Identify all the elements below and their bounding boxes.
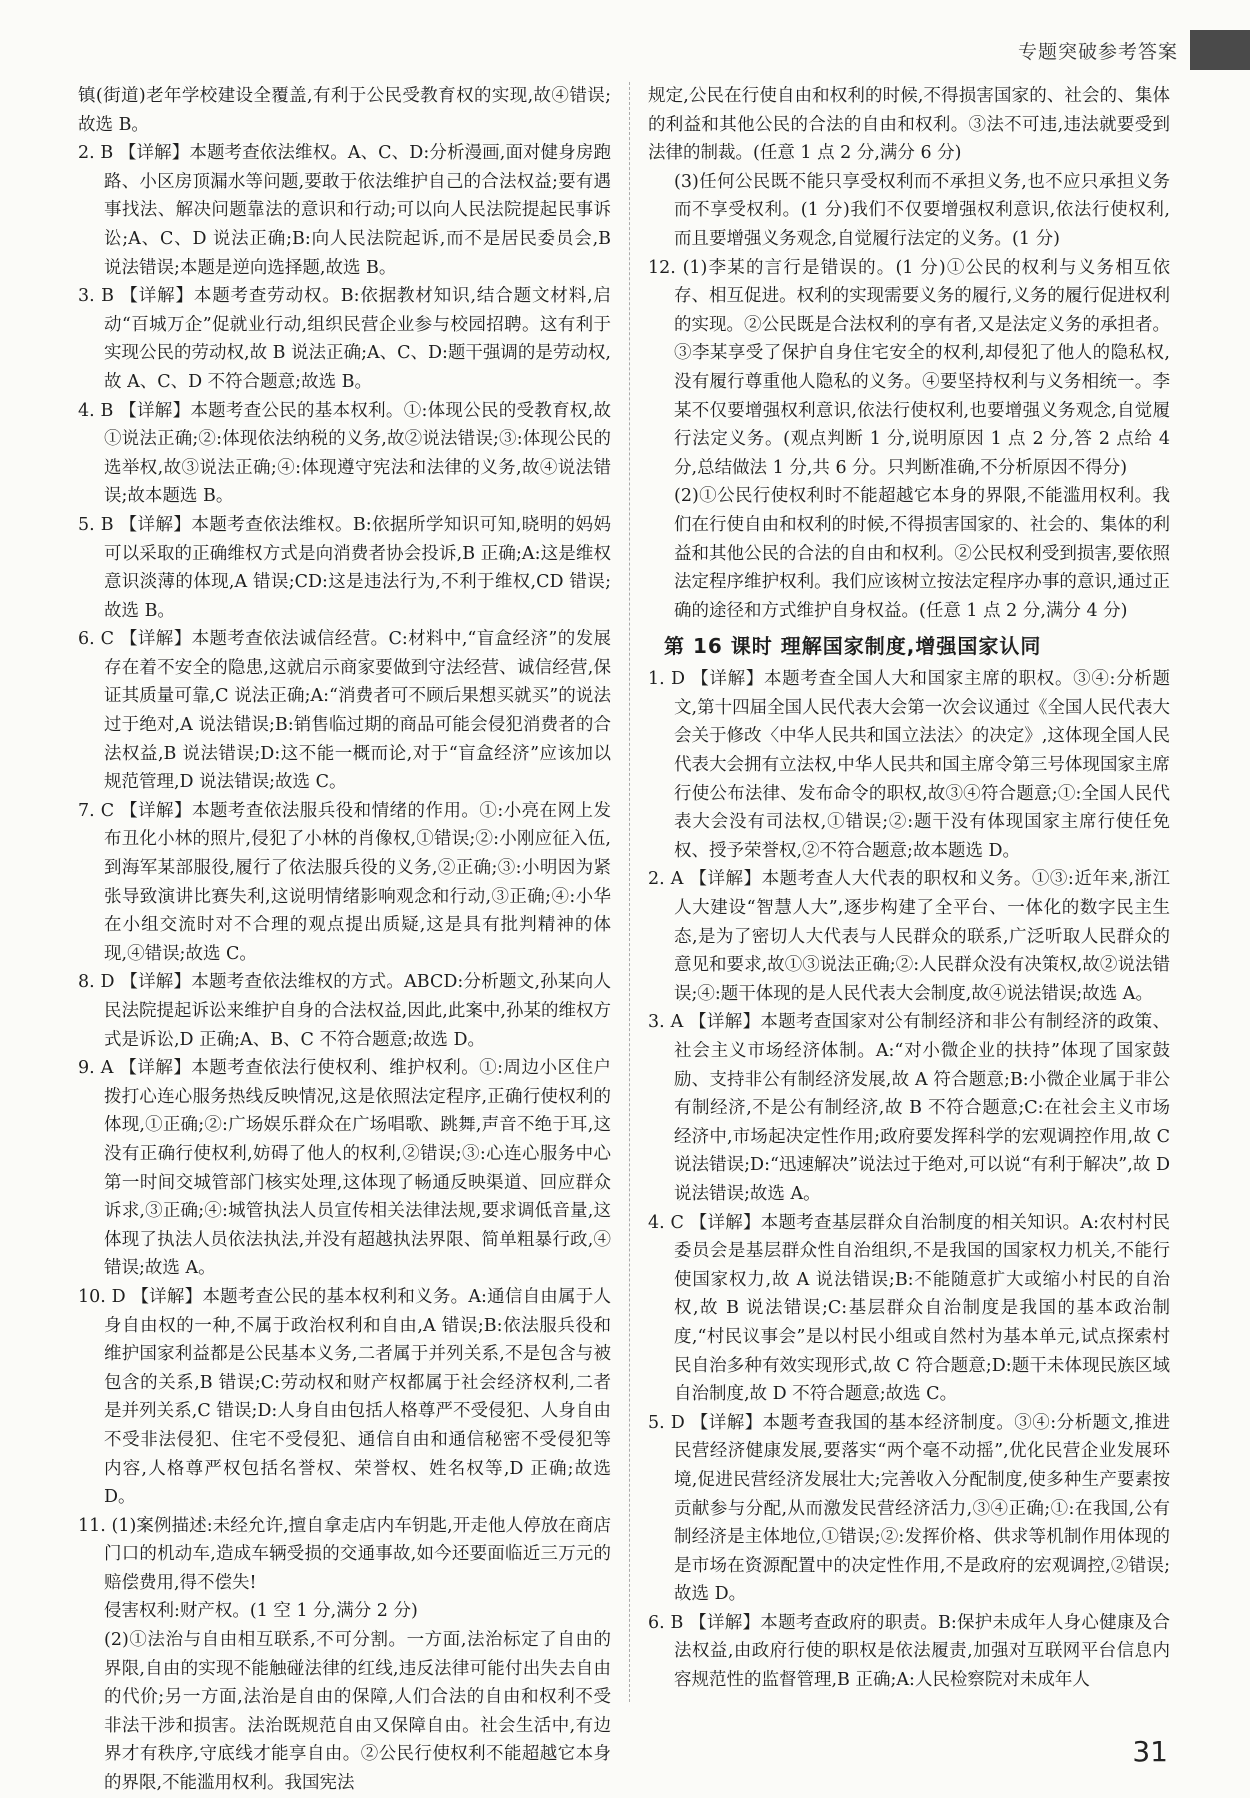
- answer-paragraph: 12. (1)李某的言行是错误的。(1 分)①公民的权利与义务相互依存、相互促进。权利的实现需要义务的履行,义务的履行促进权利的实现。②公民既是合法权利的享有者,又是法定义务的承担者。③李某享受了保护自身住宅安全的权利,却侵犯了他人的隐私权,没有履行尊重他人隐私的义务。④要坚持权利与义务相统一。李某不仅要增强权利意识,依法行使权利,也要增强义务观念,自觉履行法定义务。(观点判断 1 分,说明原因 1 点 2 分,答 2 点给 4 分,总结做法 1 分,共 6 分。只判断准确,不分析原因不得分): [648, 257, 1170, 478]
- answer-paragraph: 7. C 【详解】本题考查依法服兵役和情绪的作用。①:小亮在网上发布丑化小林的照片,侵犯了小林的肖像权,①错误;②:小刚应征入伍,到海军某部服役,履行了依法服兵役的义务,②正确;③:小明因为紧张导致演讲比赛失利,这说明情绪影响观念和行动,③正确;④:小华在小组交流时对不合理的观点提出质疑,这是具有批判精神的体现,④错误;故选 C。: [78, 800, 611, 964]
- answer-paragraph: 镇(街道)老年学校建设全覆盖,有利于公民受教育权的实现,故④错误;故选 B。: [78, 86, 611, 135]
- answer-paragraph: 1. D 【详解】本题考查全国人大和国家主席的职权。③④:分析题文,第十四届全国人民代表大会第一次会议通过《全国人民代表大会关于修改〈中华人民共和国立法法〉的决定》,这体现全国人民代表大会拥有立法权,中华人民共和国主席令第三号体现国家主席行使公布法律、发布命令的职权,故③④符合题意;①:全国人民代表大会没有司法权,①错误;②:题干没有体现国家主席行使任免权、授予荣誉权,②不符合题意;故本题选 D。: [648, 669, 1170, 861]
- left-column: [78, 82, 611, 1798]
- answer-paragraph: (2)①公民行使权利时不能超越它本身的界限,不能滥用权利。我们在行使自由和权利的时候,不得损害国家的、社会的、集体的利益和其他公民的合法的自由和权利。②公民权利受到损害,要依照法定程序维护权利。我们应该树立按法定程序办事的意识,通过正确的途径和方式维护自身权益。(任意 1 点 2 分,满分 4 分): [674, 486, 1170, 621]
- answer-paragraph: 11. (1)案例描述:未经允许,擅自拿走店内车钥匙,开走他人停放在商店门口的机动车,造成车辆受损的交通事故,如今还要面临近三万元的赔偿费用,得不偿失!: [78, 1515, 611, 1593]
- answer-paragraph: 8. D 【详解】本题考查依法维权的方式。ABCD:分析题文,孙某向人民法院提起诉讼来维护自身的合法权益,因此,此案中,孙某的维权方式是诉讼,D 正确;A、B、C 不符合题意;故选 D。: [78, 972, 611, 1050]
- section-heading: 第 16 课时 理解国家制度,增强国家认同: [664, 634, 1042, 659]
- answer-paragraph: 4. C 【详解】本题考查基层群众自治制度的相关知识。A:农村村民委员会是基层群众性自治组织,不是我国的国家权力机关,不能行使国家权力,故 A 说法错误;B:不能随意扩大或缩小村民的自治权,故 B 说法错误;C:基层群众自治制度是我国的基本政治制度,“村民议事会”是以村民小组或自然村为基本单元,试点探索村民自治多种有效实现形式,故 C 符合题意;D:题干未体现民族区域自治制度,故 D 不符合题意;故选 C。: [648, 1212, 1170, 1405]
- answer-paragraph: 4. B 【详解】本题考查公民的基本权利。①:体现公民的受教育权,故①说法正确;②:体现依法纳税的义务,故②说法错误;③:体现公民的选举权,故③说法正确;④:体现遵守宪法和法律的义务,故④说法错误;故本题选 B。: [78, 400, 611, 507]
- right-column: [648, 82, 1170, 1695]
- answer-paragraph: 3. A 【详解】本题考查国家对公有制经济和非公有制经济的政策、社会主义市场经济体制。A:“对小微企业的扶持”体现了国家鼓励、支持非公有制经济发展,故 A 符合题意;B:小微企业属于非公有制经济,不是公有制经济,故 B 不符合题意;C:在社会主义市场经济中,市场起决定性作用;政府要发挥科学的宏观调控作用,故 C 说法错误;D:“迅速解决”说法过于绝对,可以说“有利于解决”,故 D 说法错误;故选 A。: [648, 1012, 1170, 1204]
- answer-paragraph: 侵害权利:财产权。(1 空 1 分,满分 2 分): [104, 1601, 418, 1622]
- answer-paragraph: 5. B 【详解】本题考查依法维权。B:依据所学知识可知,晓明的妈妈可以采取的正确维权方式是向消费者协会投诉,B 正确;A:这是维权意识淡薄的体现,A 错误;CD:这是违法行为,不利于维权,CD 错误;故选 B。: [78, 514, 611, 621]
- answer-paragraph: 6. C 【详解】本题考查依法诚信经营。C:材料中,“盲盒经济”的发展存在着不安全的隐患,这就启示商家要做到守法经营、诚信经营,保证其质量可靠,C 说法正确;A:“消费者可不顾后果想买就买”的说法过于绝对,A 说法错误;B:销售临过期的商品可能会侵犯消费者的合法权益,B 说法错误;D:这不能一概而论,对于“盲盒经济”应该加以规范管理,D 说法错误;故选 C。: [78, 629, 611, 793]
- column-divider: [629, 82, 630, 1702]
- answer-paragraph: (2)①法治与自由相互联系,不可分割。一方面,法治标定了自由的界限,自由的实现不能触碰法律的红线,违反法律可能付出失去自由的代价;另一方面,法治是自由的保障,人们合法的自由和权利不受非法干涉和损害。法治既规范自由又保障自由。社会生活中,有边界才有秩序,守底线才能享自由。②公民行使权利不能超越它本身的界限,不能滥用权利。我国宪法: [104, 1630, 611, 1794]
- answer-paragraph: 规定,公民在行使自由和权利的时候,不得损害国家的、社会的、集体的利益和其他公民的合法的自由和权利。③法不可违,违法就要受到法律的制裁。(任意 1 点 2 分,满分 6 分): [648, 86, 1170, 164]
- page-header: [1000, 30, 1250, 70]
- page-number: 31: [1132, 1735, 1168, 1768]
- answer-paragraph: 10. D 【详解】本题考查公民的基本权利和义务。A:通信自由属于人身自由权的一种,不属于政治权利和自由,A 错误;B:依法服兵役和维护国家利益都是公民基本义务,二者属于并列关系,不是包含与被包含的关系,B 错误;C:劳动权和财产权都属于社会经济权利,二者是并列关系,C 错误;D:人身自由包括人格尊严不受侵犯、人身自由不受非法侵犯、住宅不受侵犯、通信自由和通信秘密不受侵犯等内容,人格尊严权包括名誉权、荣誉权、姓名权等,D 正确;故选 D。: [78, 1286, 611, 1508]
- answer-paragraph: 3. B 【详解】本题考查劳动权。B:依据教材知识,结合题文材料,启动“百城万企”促就业行动,组织民营企业参与校园招聘。这有利于实现公民的劳动权,故 B 说法正确;A、C、D:题干强调的是劳动权,故 A、C、D 不符合题意;故选 B。: [78, 286, 611, 392]
- answer-paragraph: 5. D 【详解】本题考查我国的基本经济制度。③④:分析题文,推进民营经济健康发展,要落实“两个毫不动摇”,优化民营企业发展环境,促进民营经济发展壮大;完善收入分配制度,使多种生产要素按贡献参与分配,从而激发民营经济活力,③④正确;①:在我国,公有制经济是主体地位,①错误;②:发挥价格、供求等机制作用体现的是市场在资源配置中的决定性作用,不是政府的宏观调控,②错误;故选 D。: [648, 1412, 1170, 1605]
- header-tab-block: [1190, 30, 1250, 70]
- answer-paragraph: (3)任何公民既不能只享受权利而不承担义务,也不应只承担义务而不享受权利。(1 分)我们不仅要增强权利意识,依法行使权利,而且要增强义务观念,自觉履行法定的义务。(1 分): [674, 171, 1170, 249]
- answer-paragraph: 2. B 【详解】本题考查依法维权。A、C、D:分析漫画,面对健身房跑路、小区房顶漏水等问题,要敢于依法维护自己的合法权益;要有遇事找法、解决问题靠法的意识和行动;可以向人民法院提起民事诉讼;A、C、D 说法正确;B:向人民法院起诉,而不是居民委员会,B 说法错误;本题是逆向选择题,故选 B。: [78, 143, 611, 278]
- header-title: 专题突破参考答案: [1017, 40, 1178, 63]
- answer-paragraph: 9. A 【详解】本题考查依法行使权利、维护权利。①:周边小区住户拨打心连心服务热线反映情况,这是依照法定程序,正确行使权利的体现,①正确;②:广场娱乐群众在广场唱歌、跳舞,声音不绝于耳,这没有正确行使权利,妨碍了他人的权利,②错误;③:心连心服务中心第一时间交城管部门核实处理,这体现了畅通反映渠道、回应群众诉求,③正确;④:城管执法人员宣传相关法律法规,要求调低音量,这体现了执法人员依法执法,并没有超越执法界限、简单粗暴行政,④错误;故选 A。: [78, 1058, 611, 1279]
- answer-paragraph: 2. A 【详解】本题考查人大代表的职权和义务。①③:近年来,浙江人大建设“智慧人大”,逐步构建了全平台、一体化的数字民主生态,是为了密切人大代表与人民群众的联系,广泛听取人民群众的意见和要求,故①③说法正确;②:人民群众没有决策权,故②说法错误;④:题干体现的是人民代表大会制度,故④说法错误;故选 A。: [648, 869, 1170, 1004]
- answer-paragraph: 6. B 【详解】本题考查政府的职责。B:保护未成年人身心健康及合法权益,由政府行使的职权是依法履责,加强对互联网平台信息内容规范性的监督管理,B 正确;A:人民检察院对未成年人: [648, 1612, 1170, 1691]
